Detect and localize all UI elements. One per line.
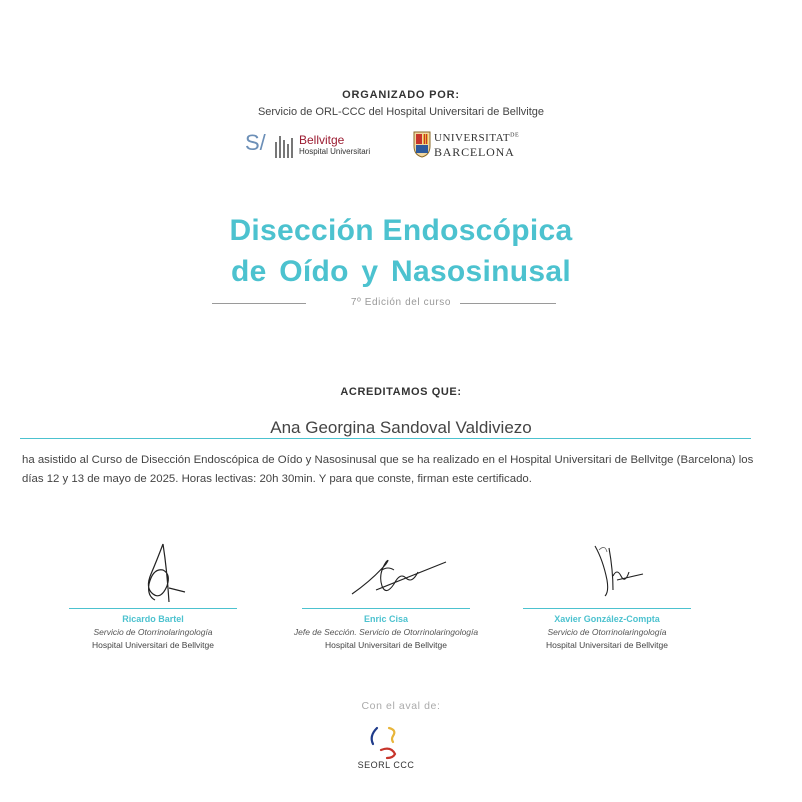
signature-line (69, 608, 237, 609)
ub-line1: $UNIVERSITAT^{DE}$ (434, 132, 520, 144)
signatory-name: Xavier González-Compta (554, 614, 660, 624)
course-title-line2: de Oído y Nasosinusal (230, 255, 572, 288)
course-edition: 7º Edición del curso (350, 297, 452, 308)
accreditation-heading: ACREDITAMOS QUE: (340, 386, 462, 398)
seorl-mark-icon (351, 720, 421, 760)
signatory-2 (293, 540, 479, 650)
signature-icon (316, 540, 456, 606)
signature-line (302, 608, 470, 609)
seorl-logo-text: SEORL CCC (357, 760, 415, 770)
bellvitge-logo-icon (245, 130, 375, 160)
signatory-3 (523, 540, 691, 650)
signatory-name: Ricardo Bartel (122, 614, 184, 624)
logo-row (0, 128, 802, 162)
signature-icon (547, 540, 667, 606)
organizer-heading: ORGANIZADO POR: (342, 89, 460, 101)
seorl-logo-icon (351, 720, 421, 770)
signatory-role: Servicio de Otorrinolaringología (93, 627, 213, 637)
organizer-name: Servicio de ORL-CCC del Hospital Universitari de Bellvitge (257, 106, 545, 118)
signatory-role: Jefe de Sección. Servicio de Otorrinolaringología (293, 627, 479, 637)
recipient-underline (20, 438, 751, 439)
signatory-role: Servicio de Otorrinolaringología (547, 627, 667, 637)
certificate-body: ha asistido al Curso de Disección Endoscópica de Oído y Nasosinusal que se ha realizado en el Hospital Universitari de Bellvitge (Barcelona) los días 12 y 13 de mayo de 2025. Horas lectivas: 20h 30min. Y para que conste, firman este certificado. (22, 454, 754, 485)
ub-shield-icon (413, 130, 431, 158)
bellvitge-name: Bellvitge (299, 133, 345, 147)
bellvitge-subtitle: Hospital Universitari (299, 147, 371, 156)
ub-logo (413, 130, 523, 160)
endorsement-label: Con el aval de: (361, 700, 441, 712)
signatory-1 (69, 540, 237, 650)
bellvitge-bars-icon (275, 134, 297, 158)
course-title-line1: Disección Endoscópica (229, 214, 573, 247)
signature-icon (93, 540, 213, 606)
title-divider-right (460, 303, 556, 304)
signature-line (523, 608, 691, 609)
course-title (0, 210, 802, 292)
signatory-institution: Hospital Universitari de Bellvitge (92, 640, 214, 650)
recipient-name: Ana Georgina Sandoval Valdiviezo (270, 418, 532, 437)
signatory-institution: Hospital Universitari de Bellvitge (325, 640, 447, 650)
signatory-institution: Hospital Universitari de Bellvitge (546, 640, 668, 650)
ub-line2: BARCELONA (434, 145, 515, 159)
signatory-name: Enric Cisa (363, 614, 409, 624)
bellvitge-mark: S/ (245, 130, 266, 155)
